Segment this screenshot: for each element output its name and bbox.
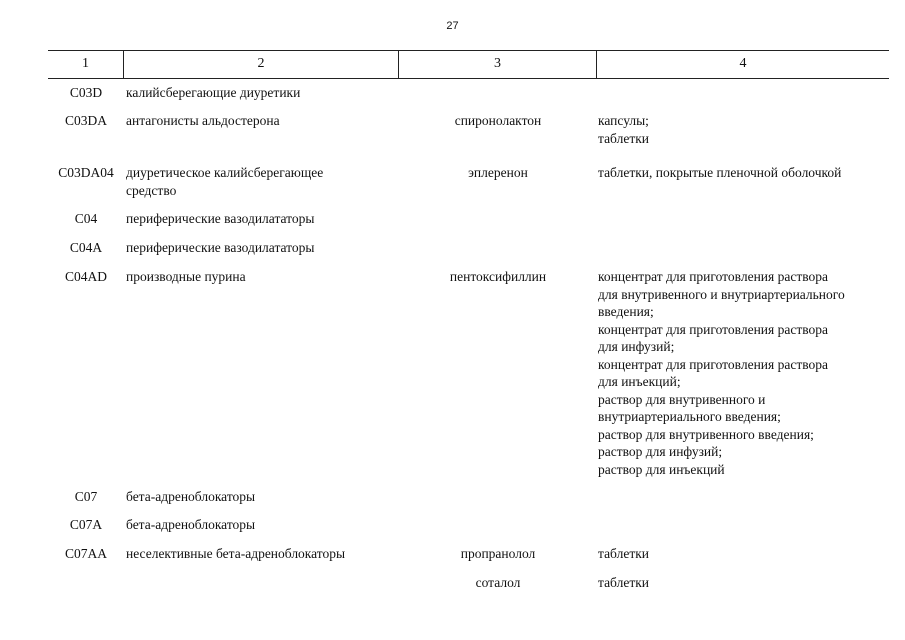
group-name: периферические вазодилататоры (126, 211, 315, 226)
dosage-forms: таблетки, покрытые пленочной оболочкой (598, 165, 842, 180)
atc-code: C07AA (64, 546, 107, 561)
group-name: бета-адреноблокаторы (126, 489, 256, 504)
group-name: периферические вазодилататоры (126, 240, 315, 255)
group-name: антагонисты альдостерона (126, 113, 280, 128)
atc-code: C03DA (64, 113, 107, 128)
group-name: калийсберегающие диуретики (126, 85, 301, 100)
group-name: производные пурина (126, 269, 246, 284)
atc-code: C07A (69, 517, 103, 532)
drug-name: эплеренон (468, 165, 528, 180)
dosage-forms: концентрат для приготовления раствора для внутривенного и внутриартериального введения; концентрат для приготовления раствора для инфузий; концентрат для приготовления раствора для инъекций; раствор для внутривенного и внутриартериального введения; раствор для внутривенного введения; раствор для инфузий; раствор для инъекций (598, 269, 845, 477)
atc-code: C03D (69, 85, 103, 100)
header-cell-1: 1 (82, 56, 89, 71)
dosage-forms: таблетки (598, 546, 650, 561)
atc-code: C03DA04 (58, 165, 114, 180)
header-cell-2: 2 (257, 56, 265, 71)
dosage-forms: капсулы; таблетки (598, 113, 650, 146)
header-cell-4: 4 (739, 56, 747, 71)
group-name: неселективные бета-адреноблокаторы (126, 546, 346, 561)
drug-name: спиронолактон (454, 113, 542, 128)
header-cell-3: 3 (494, 56, 501, 71)
drug-name: пентоксифиллин (449, 269, 547, 284)
drug-name: пропранолол (460, 546, 536, 561)
atc-code: C07 (74, 489, 98, 504)
atc-code: C04 (74, 211, 98, 226)
atc-code: C04AD (64, 269, 107, 284)
drug-name: соталол (475, 575, 521, 590)
page-number: 27 (446, 20, 459, 32)
table-header-bottom-border (48, 78, 889, 79)
group-name: диуретическое калийсберегающее средство (126, 165, 324, 198)
dosage-forms: таблетки (598, 575, 650, 590)
atc-code: C04A (69, 240, 103, 255)
group-name: бета-адреноблокаторы (126, 517, 256, 532)
